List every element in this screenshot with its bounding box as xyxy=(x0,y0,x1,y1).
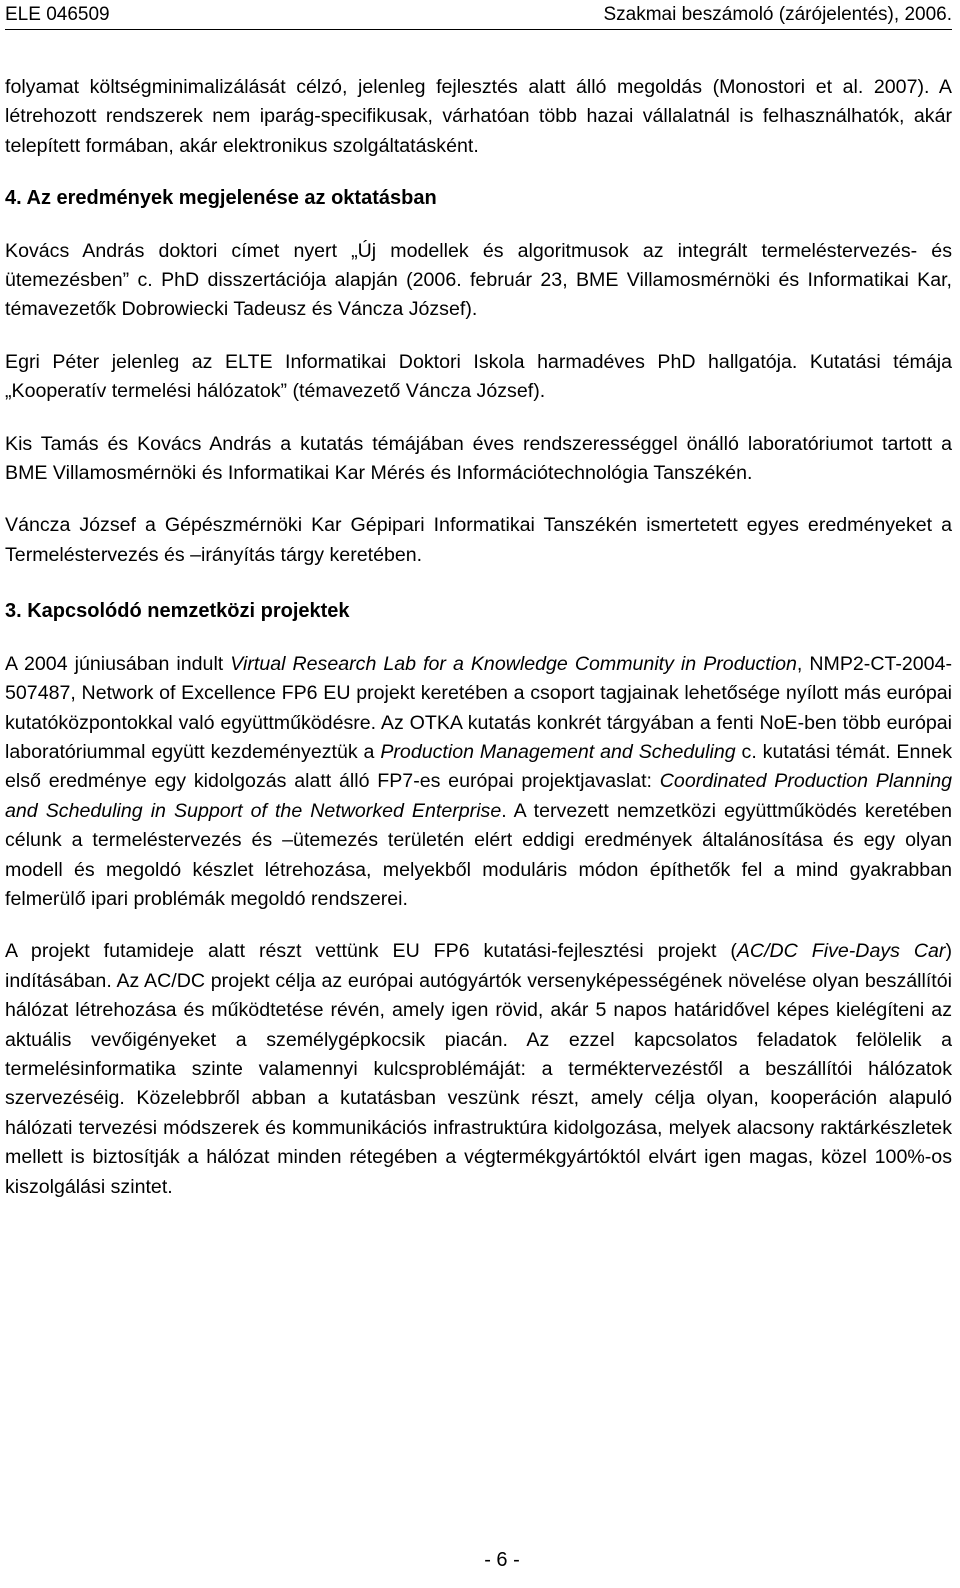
page-header xyxy=(5,3,952,30)
paragraph-intro: folyamat költségminimalizálását célzó, jelenleg fejlesztés alatt álló megoldás (Monostori et al. 2007). A létrehozott rendszerek nem iparág-specifikusak, várhatóan több hazai vállalatnál is felhasználhatók, akár telepített formában, akár elektronikus szolgáltatásként. xyxy=(5,76,952,157)
page-footer xyxy=(0,1548,960,1572)
section-heading-education: 4. Az eredmények megjelenése az oktatásban xyxy=(5,187,437,210)
proposal-title-italic: Coordinated Production Planning and Scheduling in Support of the Networked Enterprise xyxy=(5,770,952,822)
text-span: , NMP2-CT-2004-507487, Network of Excellence FP6 EU projekt keretében a csoport tagjainak lehetősége nyílott más európai kutatóközpontokkal való együttműködésre. Az OTKA kutatás konkrét tárgyában a fenti NoE-ben több európai laboratóriummal együtt kezdeményeztük a xyxy=(5,652,952,763)
paragraph-acdc-project xyxy=(5,937,952,1202)
paragraph-vancza: Váncza József a Gépészmérnöki Kar Gépipari Informatikai Tanszékén ismertetett egyes eredményeket a Termeléstervezés és –irányítás tárgy keretében. xyxy=(5,514,952,566)
text-span: c. kutatási témát. Ennek első eredménye egy kidolgozás alatt álló FP7-es európai projektjavaslat: xyxy=(5,740,952,793)
report-title: Szakmai beszámoló (zárójelentés), 2006. xyxy=(603,4,952,25)
text-span: A projekt futamideje alatt részt vettünk EU FP6 kutatási-fejlesztési projekt ( xyxy=(5,940,737,963)
paragraph-virtual-research-lab xyxy=(5,650,952,915)
page-number: - 6 - xyxy=(484,1549,520,1571)
project-title-italic: Virtual Research Lab for a Knowledge Community in Production xyxy=(230,652,797,675)
paragraph-kis: Kis Tamás és Kovács András a kutatás témájában éves rendszerességgel önálló laboratóriumot tartott a BME Villamosmérnöki és Informatikai Kar Mérés és Információtechnológia Tanszékén. xyxy=(5,432,952,485)
project-id: ELE 046509 xyxy=(5,4,110,25)
topic-title-italic: Production Management and Scheduling xyxy=(380,740,736,763)
paragraph-egri: Egri Péter jelenleg az ELTE Informatikai Doktori Iskola harmadéves PhD hallgatója. Kutatási témája „Kooperatív termelési hálózatok” (témavezető Váncza József). xyxy=(5,350,952,403)
text-span: . A tervezett nemzetközi együttműködés keretében célunk a termeléstervezés és –ütemezés területén elért eddigi eredmények általánosítása és egy olyan modell és megoldó készlet létrehozása, melyekből moduláris módon építhetők fel a mind gyakrabban felmerülő ipari problémák megoldó rendszerei. xyxy=(5,799,952,910)
document-body xyxy=(5,73,952,1225)
project-name-italic: AC/DC Five-Days Car xyxy=(736,940,946,963)
section-heading-international: 3. Kapcsolódó nemzetközi projektek xyxy=(5,600,350,623)
text-span: A 2004 júniusában indult xyxy=(5,652,231,675)
text-span: ) indításában. Az AC/DC projekt célja az európai autógyártók versenyképességének növelése olyan beszállítói hálózat létrehozása és működtetése révén, amely igen rövid, akár 5 napos határidővel képes kielégíteni az aktuális vevőigényeket a személygépkocsik piacán. Az ezzel kapcsolatos feladatok felölelik a termelésinformatika szinte valamennyi kulcsproblémáját: a terméktervezéstől a beszállítói hálózatok szervezéséig. Közelebbről abban a kutatásban veszünk részt, amely célja olyan, kooperáción alapuló hálózati tervezési módszerek és kommunikációs infrastruktúra kidolgozása, melyek alacsony raktárkészletek mellett is biztosítják a hálózat minden rétegében a végtermékgyártóktól elvárt igen magas, közel 100%-os kiszolgálási szintet. xyxy=(5,940,952,1198)
paragraph-kovacs: Kovács András doktori címet nyert „Új modellek és algoritmusok az integrált termeléstervezés- és ütemezésben” c. PhD disszertációja alapján (2006. február 23, BME Villamosmérnöki és Informatikai Kar, témavezetők Dobrowiecki Tadeusz és Váncza József). xyxy=(5,239,952,321)
